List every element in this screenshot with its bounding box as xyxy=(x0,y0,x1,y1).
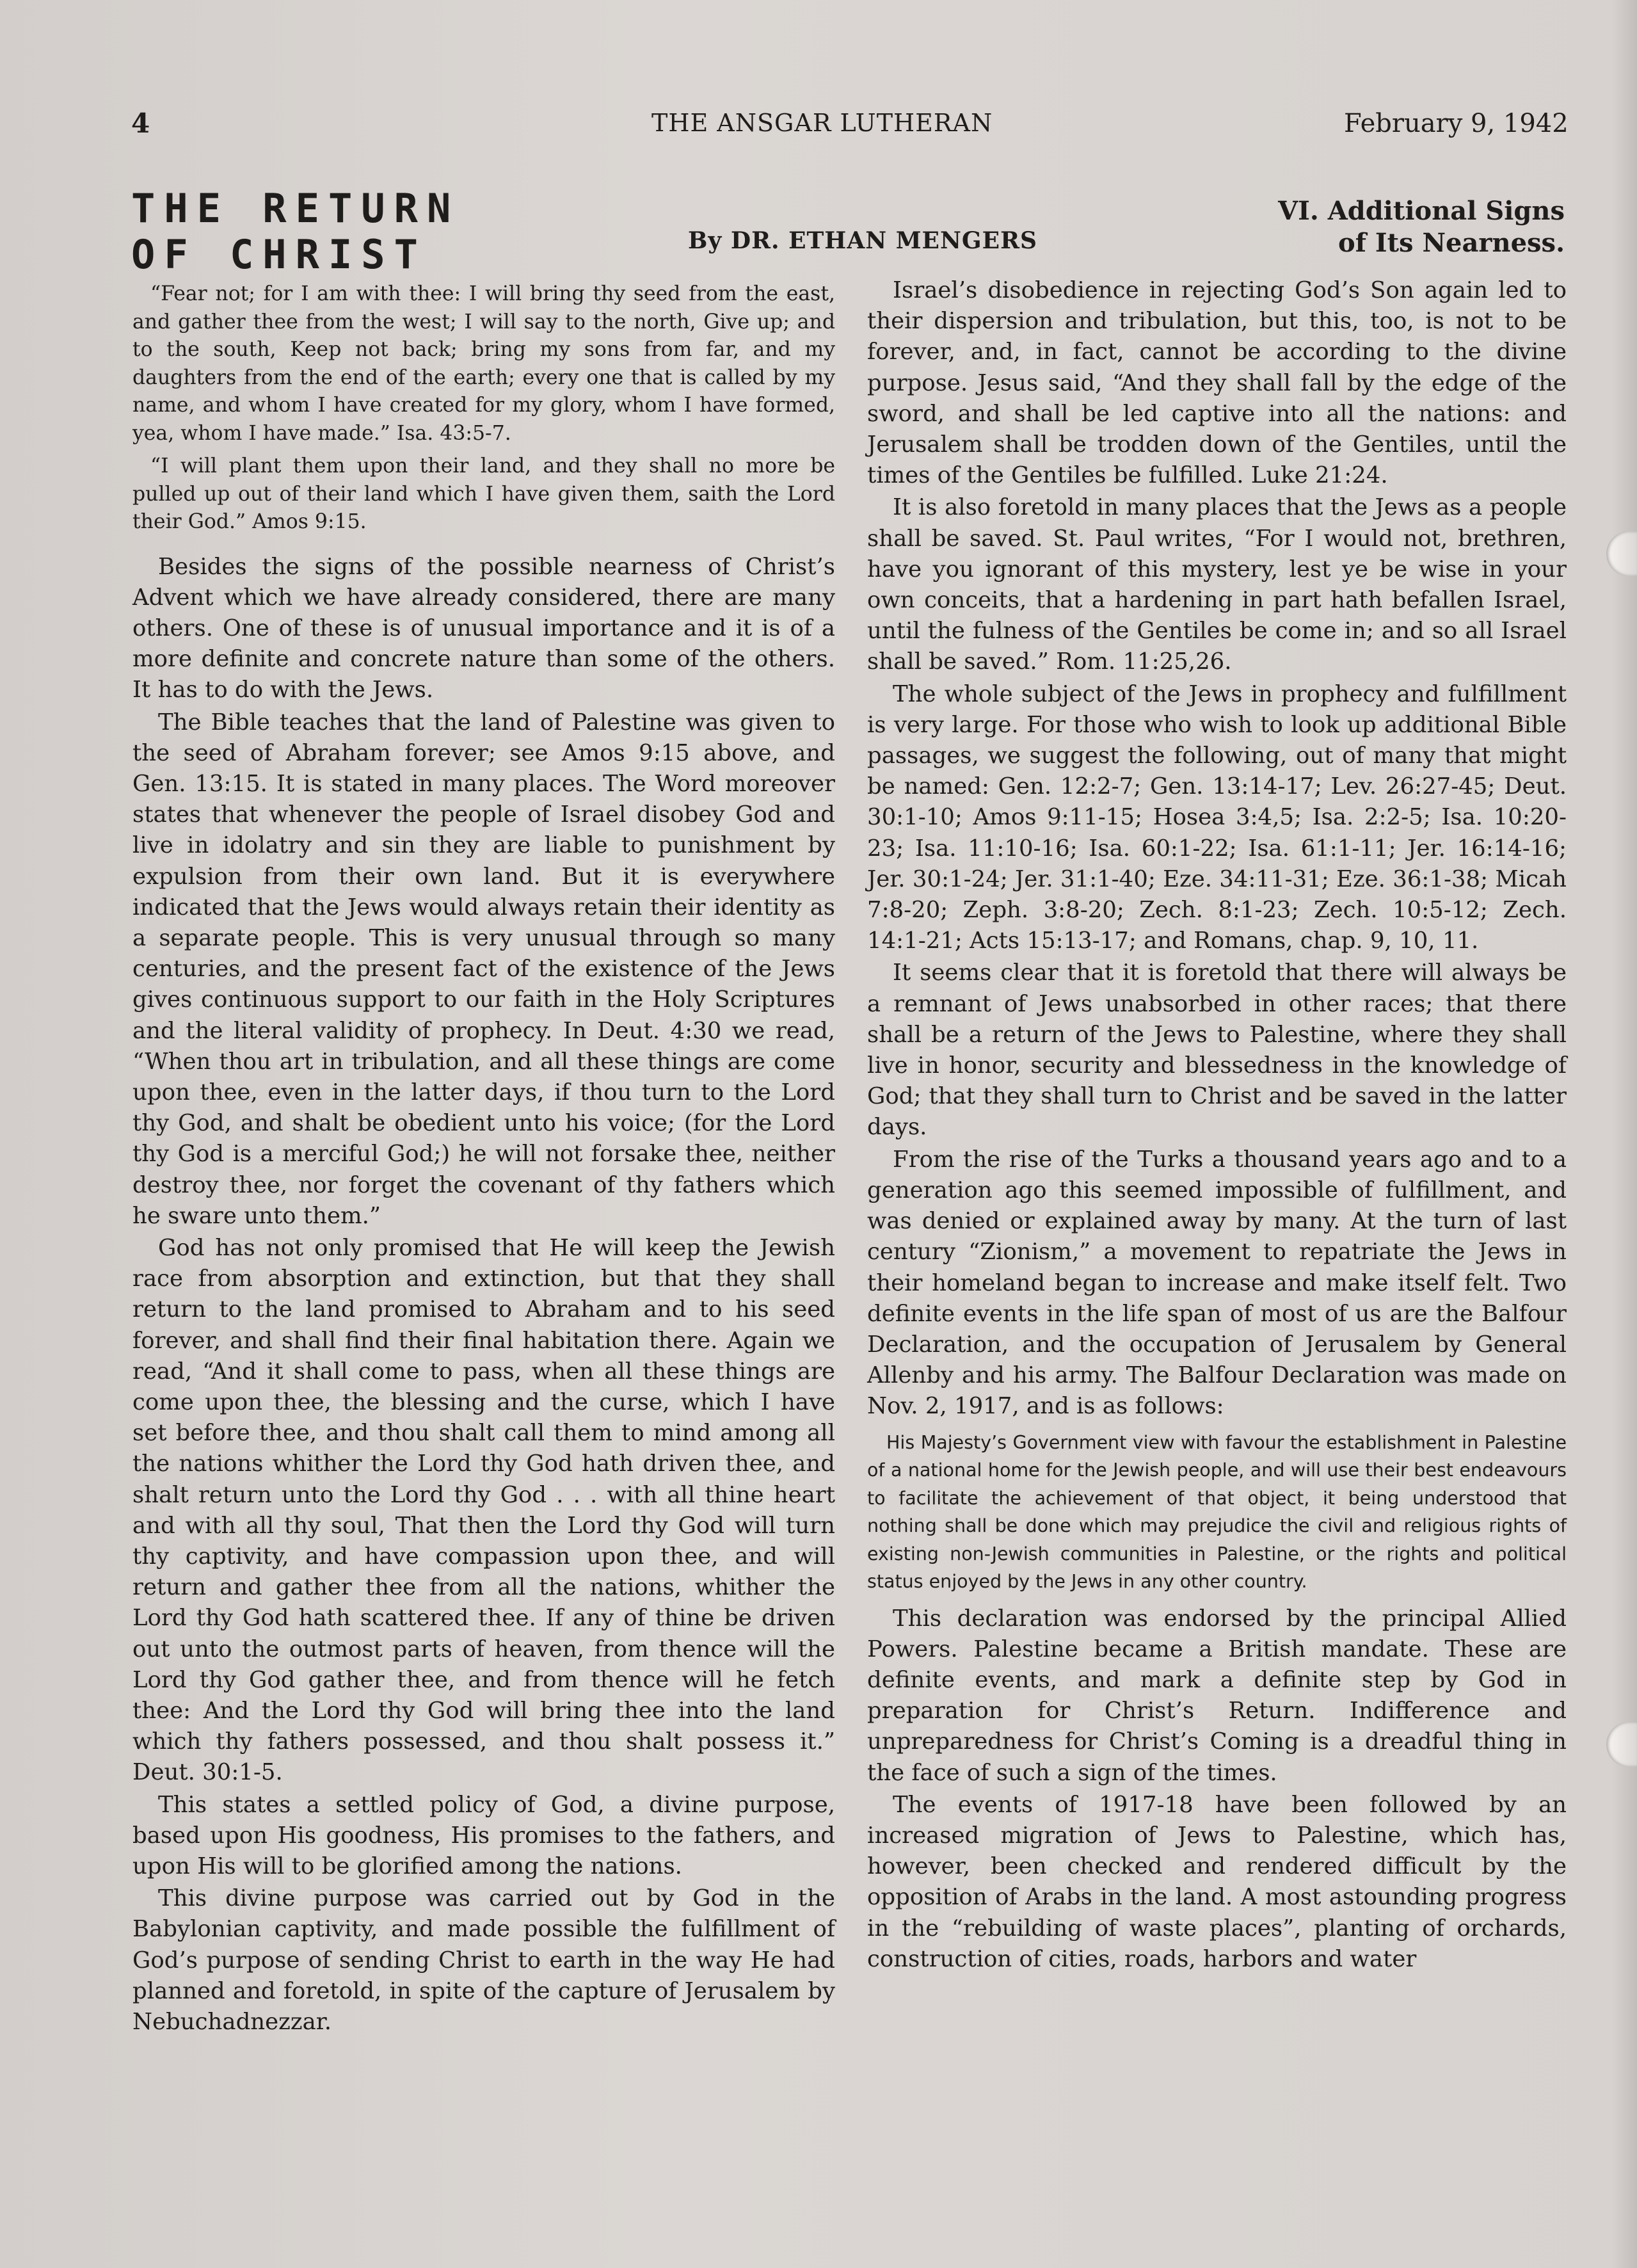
paragraph: The events of 1917-18 have been followed by an increased migration of Jews to Palestine, which has, however, been checked and rendered difficult by the opposition of Arabs in the land. A most astounding progress in the “rebuilding of waste places”, planting of orchards, construction of cities, roads, harbors and water xyxy=(867,1791,1567,1972)
epigraph-quote: “Fear not; for I am with thee: I will bring thy seed from the east, and gather thee from the west; I will say to the north, Give up; and to the south, Keep not back; bring my sons from far, and my daughters from the end of the earth; every one that is called by my name, and whom I have created for my glory, whom I have formed, yea, whom I have made.” Isa. 43:5-7. xyxy=(132,282,835,445)
paragraph: This states a settled policy of God, a divine purpose, based upon His goodness, His promises to the fathers, and upon His will to be glorified among the nations. xyxy=(132,1791,835,1880)
section-heading-line-1: VI. Additional Signs xyxy=(1278,196,1565,226)
paragraph: From the rise of the Turks a thousand years ago and to a generation ago this seemed impossible of fulfillment, and was denied or explained away by many. At the turn of last century “Zionism,” a movement to repatriate the Jews in their homeland began to increase and make itself felt. Two definite events in the life span of most of us are the Balfour Declaration, and the occupation of Jerusalem by General Allenby and his army. The Balfour Declaration was made on Nov. 2, 1917, and is as follows: xyxy=(867,1146,1567,1420)
right-body-top xyxy=(867,275,1567,1422)
article-title-line-2: OF CHRIST xyxy=(131,231,427,278)
publication-name: THE ANSGAR LUTHERAN xyxy=(651,109,993,137)
declaration-text: His Majesty’s Government view with favour the establishment in Palestine of a national home for the Jewish people, and will use their best endeavours to facilitate the achievement of that object, it being understood that nothing shall be done which may prejudice the civil and religious rights of existing non-Jewish communities in Palestine, or the rights and political status enjoyed by the Jews in any other country. xyxy=(867,1431,1567,1593)
paragraph: Besides the signs of the possible nearness of Christ’s Advent which we have already considered, there are many others. One of these is of unusual importance and it is of a more definite and concrete nature than some of the others. It has to do with the Jews. xyxy=(132,553,835,704)
paragraph: Israel’s disobedience in rejecting God’s Son again led to their dispersion and tribulation, but this, too, is not to be forever, and, in fact, cannot be according to the divine purpose. Jesus said, “And they shall fall by the edge of the sword, and shall be led captive into all the nations: and Jerusalem shall be trodden down of the Gentiles, until the times of the Gentiles be fulfilled. Luke 21:24. xyxy=(867,277,1567,489)
section-heading-line-2: of Its Nearness. xyxy=(1338,228,1565,258)
issue-date: February 9, 1942 xyxy=(1344,109,1569,138)
article-title-line-1: THE RETURN xyxy=(131,185,460,232)
paragraph: This divine purpose was carried out by God in the Babylonian captivity, and made possible the fulfillment of God’s purpose of sending Christ to earth in the way He had planned and foretold, in spite of the capture of Jerusalem by Nebuchadnezzar. xyxy=(132,1885,835,2036)
right-body-bottom xyxy=(867,1604,1567,1975)
balfour-declaration-quote xyxy=(867,1429,1567,1596)
left-body xyxy=(132,552,835,2038)
article-title xyxy=(131,186,459,278)
left-column xyxy=(132,280,835,2038)
paragraph: The whole subject of the Jews in prophecy and fulfillment is very large. For those who wish to look up additional Bible passages, we suggest the following, out of many that might be named: Gen. 12:2-7; Gen. 13:14-17; Lev. 26:27-45; Deut. 30:1-10; Amos 9:11-15; Hosea 3:4,5; Isa. 2:2-5; Isa. 10:20-23; Isa. 11:10-16; Isa. 60:1-22; Isa. 61:1-11; Jer. 16:14-16; Jer. 30:1-24; Jer. 31:1-40; Eze. 34:11-31; Eze. 36:1-38; Micah 7:8-20; Zeph. 3:8-20; Zech. 8:1-23; Zech. 10:5-12; Zech. 14:1-21; Acts 15:13-17; and Romans, chap. 9, 10, 11. xyxy=(867,680,1567,954)
paragraph: This declaration was endorsed by the principal Allied Powers. Palestine became a British mandate. These are definite events, and mark a definite step by God in preparation for Christ’s Return. Indifference and unpreparedness for Christ’s Coming is a dreadful thing in the face of such a sign of the times. xyxy=(867,1605,1567,1786)
paragraph: It is also foretold in many places that the Jews as a people shall be saved. St. Paul writes, “For I would not, brethren, have you ignorant of this mystery, lest ye be wise in your own conceits, that a hardening in part hath befallen Israel, until the fulness of the Gentiles be come in; and so all Israel shall be saved.” Rom. 11:25,26. xyxy=(867,494,1567,675)
page-number: 4 xyxy=(131,108,150,139)
binder-hole xyxy=(1606,1722,1637,1767)
right-column xyxy=(867,275,1567,1975)
paragraph: It seems clear that it is foretold that there will always be a remnant of Jews unabsorbed in other races; that there shall be a return of the Jews to Palestine, where they shall live in honor, security and blessedness in the knowledge of God; that they shall turn to Christ and be saved in the latter days. xyxy=(867,960,1567,1141)
article-byline: By DR. ETHAN MENGERS xyxy=(688,227,1037,254)
binder-hole xyxy=(1606,531,1637,576)
paragraph: The Bible teaches that the land of Palestine was given to the seed of Abraham forever; see Amos 9:15 above, and Gen. 13:15. It is stated in many places. The Word moreover states that whenever the people of Israel disobey God and live in idolatry and sin they are liable to punishment by expulsion from their own land. But it is everywhere indicated that the Jews would always retain their identity as a separate people. This is very unusual through so many centuries, and the present fact of the existence of the Jews gives continuous support to our faith in the Holy Scriptures and the literal validity of prophecy. In Deut. 4:30 we read, “When thou art in tribulation, and all these things are come upon thee, even in the latter days, if thou turn to the Lord thy God, and shalt be obedient unto his voice; (for the Lord thy God is a merciful God;) he will not forsake thee, neither destroy thee, nor forget the covenant of thy fathers which he sware unto them.” xyxy=(132,709,835,1229)
section-heading xyxy=(1248,195,1565,259)
epigraph-quote: “I will plant them upon their land, and they shall no more be pulled up out of their land which I have given them, saith the Lord their God.” Amos 9:15. xyxy=(132,454,835,533)
paragraph: God has not only promised that He will keep the Jewish race from absorption and extinction, but that they shall return to the land promised to Abraham and to his seed forever, and shall find their final habitation there. Again we read, “And it shall come to pass, when all these things are come upon thee, the blessing and the curse, which I have set before thee, and thou shalt call them to mind among all the nations whither the Lord thy God hath driven thee, and shalt return unto the Lord thy God . . . with all thine heart and with all thy soul, That then the Lord thy God will turn thy captivity, and have compassion upon thee, and will return and gather thee from all the nations, whither the Lord thy God hath scattered thee. If any of thine be driven out unto the outmost parts of heaven, from thence will the Lord thy God gather thee, and from thence will he fetch thee: And the Lord thy God will bring thee into the land which thy fathers possessed, and thou shalt possess it.” Deut. 30:1-5. xyxy=(132,1234,835,1786)
epigraph xyxy=(132,280,835,536)
